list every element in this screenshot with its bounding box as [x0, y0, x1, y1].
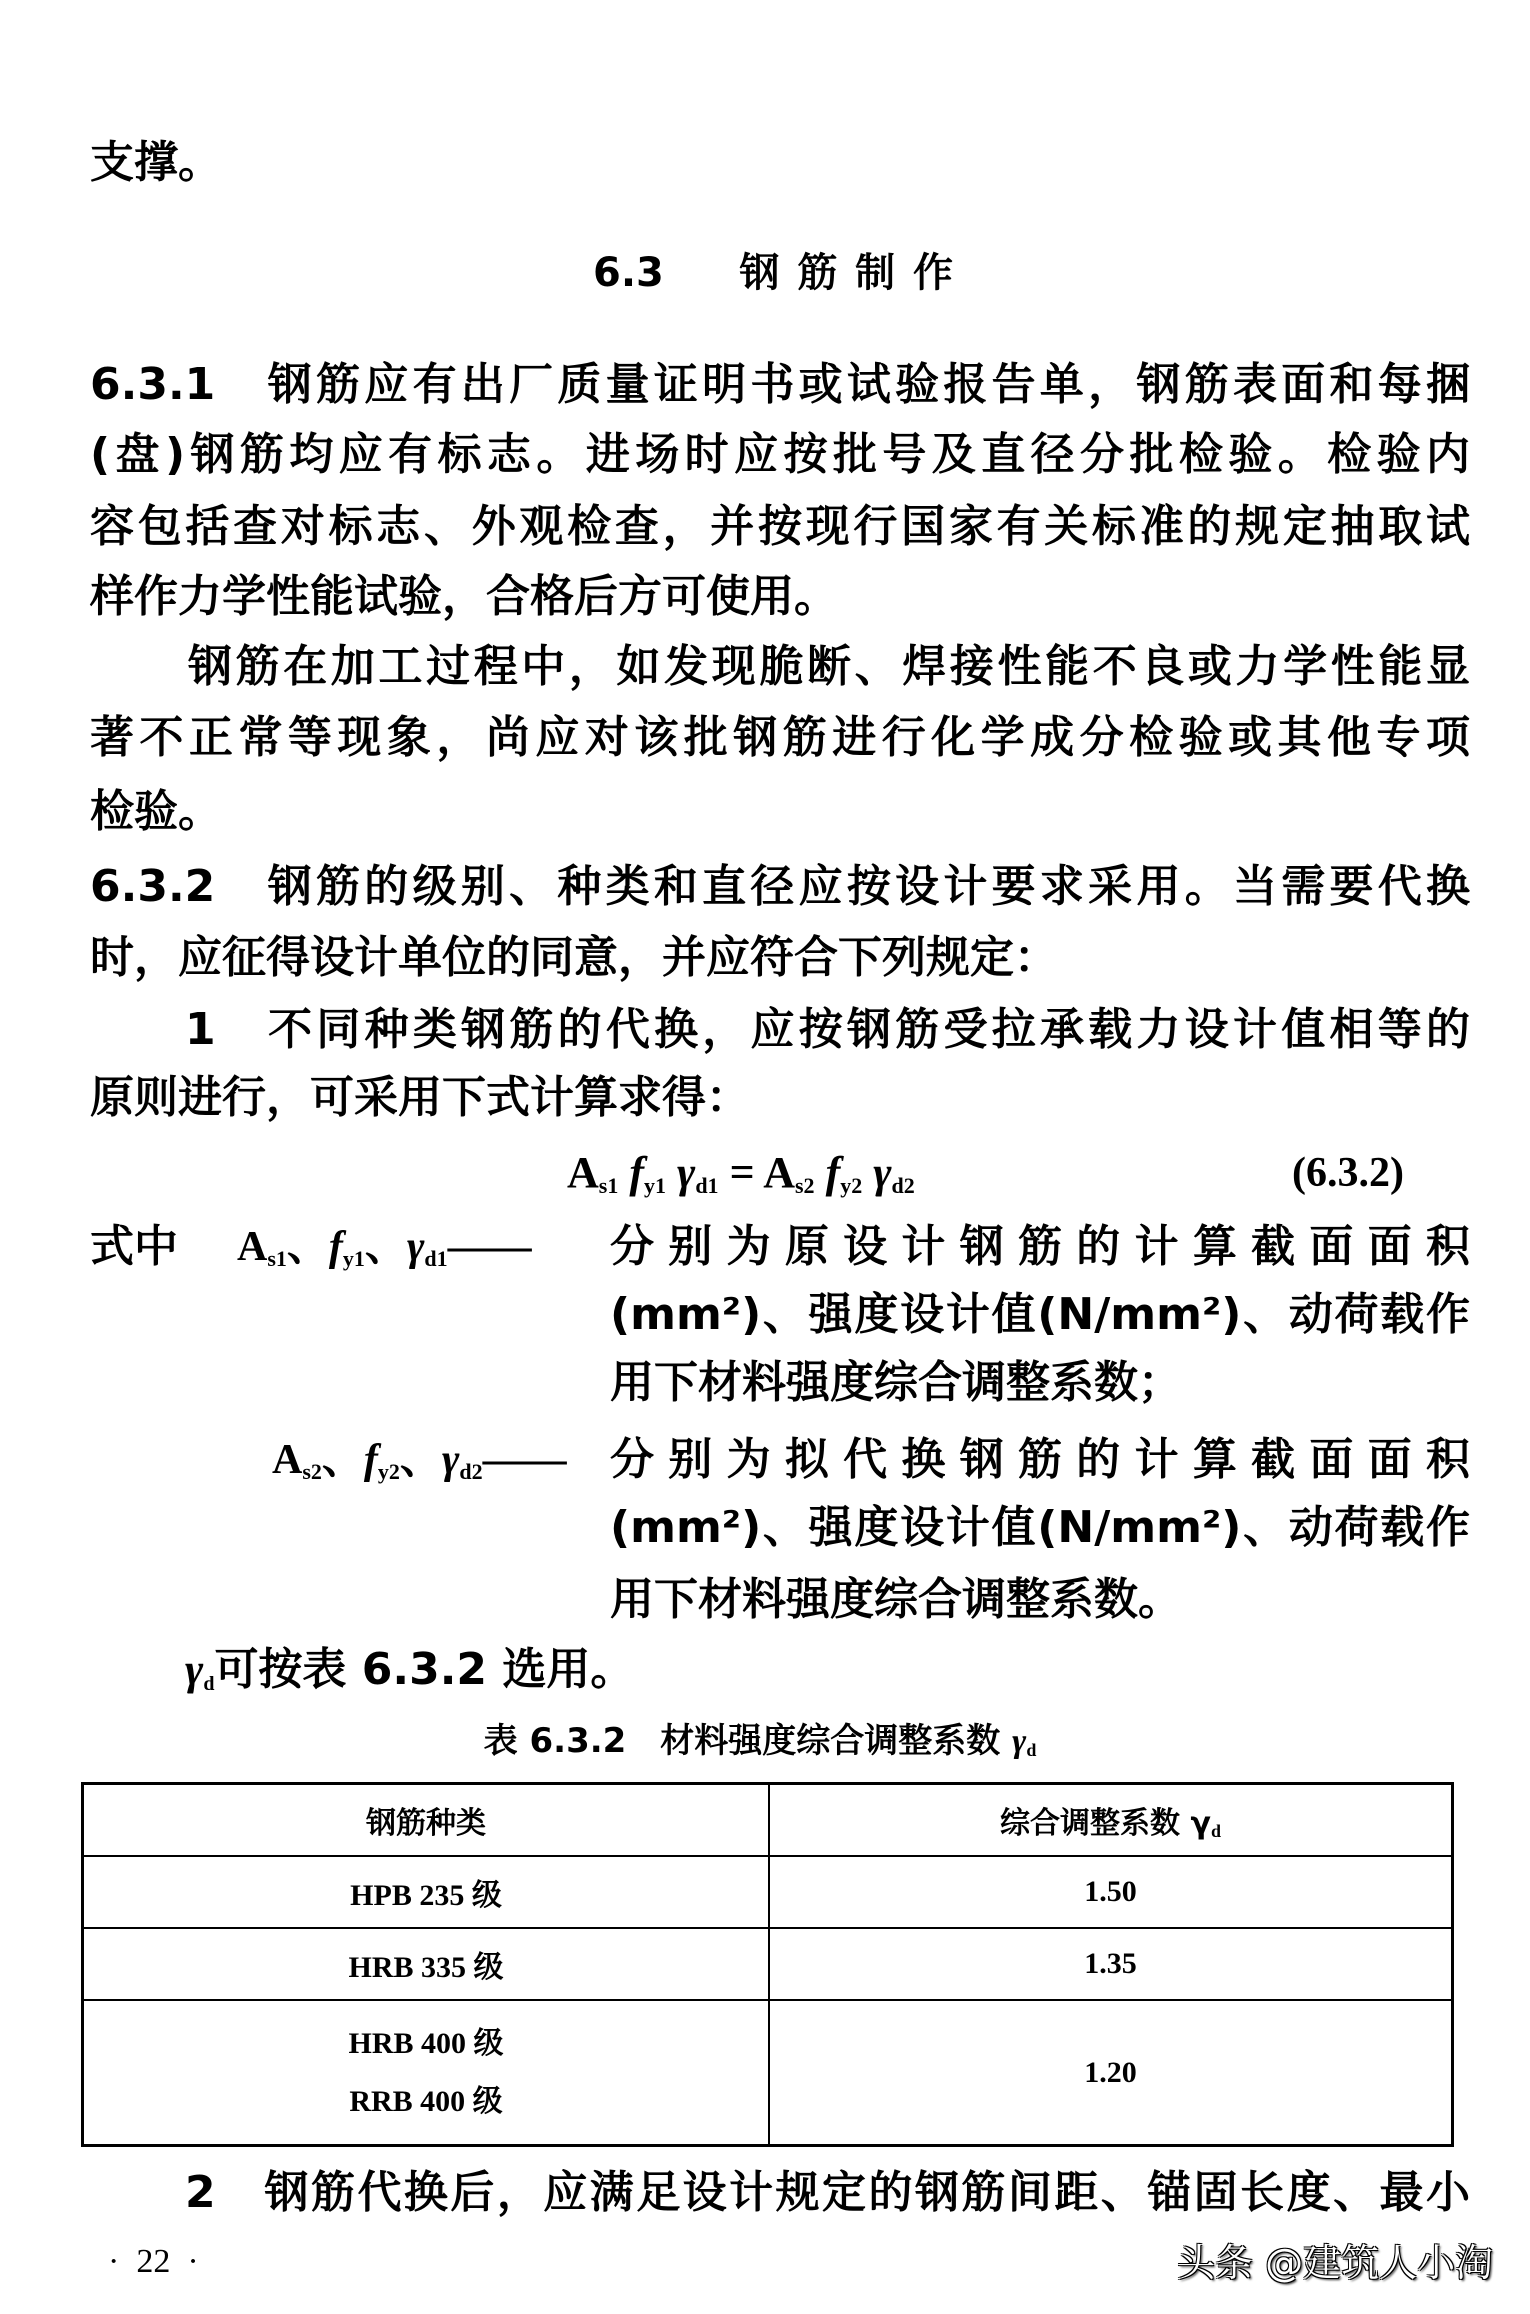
watermark: 头条 @建筑人小淘	[1177, 2241, 1494, 2285]
definition-2-symbols: $A_{s2}$、$f_{y2}$、$\gamma_{d2}——$	[272, 1437, 567, 1484]
item-2-line: 2 钢筋代换后，应满足设计规定的钢筋间距、锚固长度、最小	[185, 2167, 1470, 2218]
clause-6-3-1-line: 容包括查对标志、外观检查，并按现行国家有关标准的规定抽取试	[90, 501, 1470, 552]
page-number: · 22 ·	[108, 2243, 199, 2280]
clause-6-3-2-line: 时，应征得设计单位的同意，并应符合下列规定：	[90, 932, 1058, 983]
definition-1-line: 分别为原设计钢筋的计算截面面积	[610, 1221, 1470, 1272]
header-coefficient: 综合调整系数 $\gamma_d$	[769, 1784, 1453, 1857]
item-1-line: 1 不同种类钢筋的代换，应按钢筋受拉承载力设计值相等的	[185, 1004, 1470, 1055]
section-title: 6.3 钢筋制作	[593, 250, 953, 296]
table-header-row	[83, 1784, 1453, 1857]
definition-1-line: (mm²)、强度设计值(N/mm²)、动荷载作	[610, 1289, 1470, 1340]
clause-6-3-2-line: 6.3.2 钢筋的级别、种类和直径应按设计要求采用。当需要代换	[90, 861, 1470, 912]
item-1-line: 原则进行，可采用下式计算求得：	[90, 1072, 750, 1123]
cell-steel-type	[83, 2000, 770, 2146]
header-steel-type: 钢筋种类	[83, 1784, 770, 1857]
cell-coefficient: 1.20	[769, 2000, 1453, 2146]
clause-6-3-1-line: (盘)钢筋均应有标志。进场时应按批号及直径分批检验。检验内	[90, 429, 1470, 480]
clause-6-3-1-line: 样作力学性能试验，合格后方可使用。	[90, 571, 838, 622]
adjustment-coefficient-table	[81, 1782, 1454, 2147]
clause-6-3-1-line: 6.3.1 钢筋应有出厂质量证明书或试验报告单，钢筋表面和每捆	[90, 359, 1470, 410]
clause-6-3-1-para2-line: 著不正常等现象，尚应对该批钢筋进行化学成分检验或其他专项	[90, 712, 1470, 763]
definition-1-symbols: $A_{s1}$、$f_{y1}$、$\gamma_{d1}——$	[237, 1224, 532, 1271]
table-row	[83, 2000, 1453, 2146]
steel-type-rrb400: RRB 400 级	[349, 2084, 503, 2118]
equation-number: (6.3.2)	[1292, 1150, 1404, 1196]
definition-2-line: 分别为拟代换钢筋的计算截面面积	[610, 1434, 1470, 1485]
carryover-text: 支撑。	[90, 137, 222, 188]
where-label: 式中	[90, 1221, 178, 1272]
steel-type-hrb400: HRB 400 级	[348, 2026, 504, 2060]
table-reference-note: $\gamma_d$可按表 6.3.2 选用。	[185, 1644, 635, 1695]
cell-steel-type: HRB 335 级	[83, 1928, 770, 2000]
definition-2-line: (mm²)、强度设计值(N/mm²)、动荷载作	[610, 1502, 1470, 1553]
definition-1-line: 用下材料强度综合调整系数；	[610, 1357, 1182, 1408]
cell-coefficient: 1.50	[769, 1856, 1453, 1928]
definition-2-line: 用下材料强度综合调整系数。	[610, 1574, 1182, 1625]
table-row	[83, 1856, 1453, 1928]
table-row	[83, 1928, 1453, 2000]
table-caption: 表 6.3.2 材料强度综合调整系数 $\gamma_d$	[483, 1721, 1037, 1761]
formula-6-3-2: $A_{s1}$ $f_{y1}$ $\gamma_{d1} = A_{s2}$ $f_{y2}$ $\gamma_{d2}$	[567, 1148, 915, 1198]
cell-coefficient: 1.35	[769, 1928, 1453, 2000]
clause-6-3-1-para2-line: 检验。	[90, 786, 222, 837]
cell-steel-type: HPB 235 级	[83, 1856, 770, 1928]
clause-6-3-1-para2-line: 钢筋在加工过程中，如发现脆断、焊接性能不良或力学性能显	[188, 641, 1470, 692]
